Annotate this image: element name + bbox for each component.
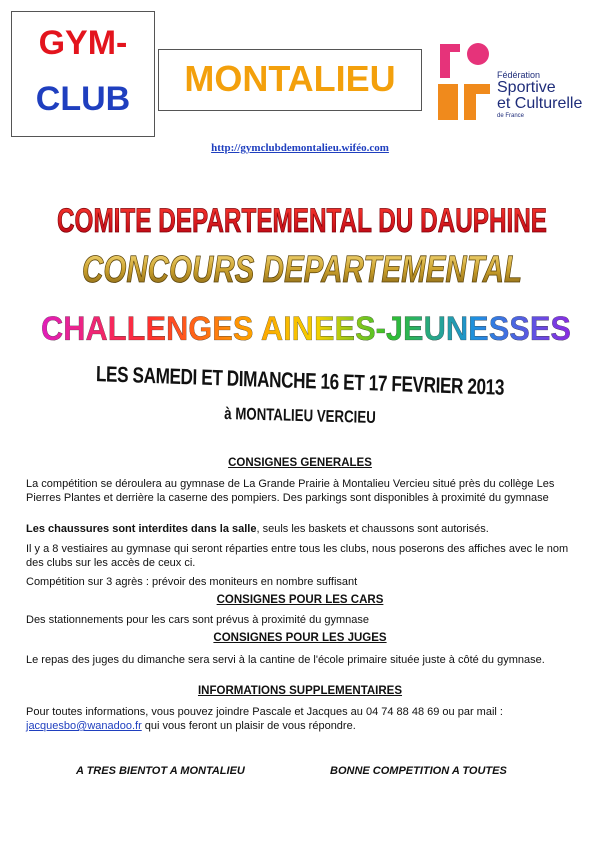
infos-text-after: qui vous feront un plaisir de vous répondre. bbox=[141, 720, 356, 732]
section-title-infos: INFORMATIONS SUPPLEMENTAIRES bbox=[197, 685, 403, 697]
paragraph-apparatus: Compétition sur 3 agrès : prévoir des moniteurs en nombre suffisant bbox=[26, 576, 358, 588]
banner-line3: CHALLENGES AINEES-JEUNESSES bbox=[41, 310, 571, 348]
banner-line2: CONCOURS DEPARTEMENTAL bbox=[82, 249, 522, 291]
section-title-juges: CONSIGNES POUR LES JUGES bbox=[213, 632, 387, 644]
paragraph-venue: La compétition se déroulera au gymnase de La Grande Prairie à Montalieu Vercieu situé près du collège Les Pierres Plantes et derrière la caserne des pompiers. Des parkings sont disponibles à proximité du gymnase bbox=[26, 478, 555, 504]
section-title-generales: CONSIGNES GENERALES bbox=[228, 457, 372, 469]
paragraph-changing-rooms: Il y a 8 vestiaires au gymnase qui seront réparties entre tous les clubs, nous poserons des affiches avec le nom des clubs sur les accès de ceux ci. bbox=[26, 543, 569, 569]
section-title-cars: CONSIGNES POUR LES CARS bbox=[216, 594, 384, 606]
paragraph-shoes bbox=[26, 522, 576, 536]
fscf-text-line2: Sportive bbox=[497, 79, 556, 96]
gym-club-title-line2: CLUB bbox=[35, 80, 131, 118]
shoes-rule-rest: , seuls les baskets et chaussons sont autorisés. bbox=[256, 523, 489, 535]
fscf-text-line4: de France bbox=[497, 113, 525, 119]
fscf-text-line1: Fédération bbox=[497, 70, 541, 80]
club-website-link[interactable]: http://gymclubdemontalieu.wiféo.com bbox=[211, 142, 389, 154]
shoes-rule-bold: Les chaussures sont interdites dans la salle bbox=[26, 523, 257, 535]
event-banner bbox=[0, 190, 600, 360]
banner-line1: COMITE DEPARTEMENTAL DU DAUPHINE bbox=[57, 202, 547, 240]
fscf-logo-icon bbox=[434, 40, 494, 124]
event-dates: LES SAMEDI ET DIMANCHE 16 ET 17 FEVRIER 2013 bbox=[95, 361, 505, 400]
closing-right: BONNE COMPETITION A TOUTES bbox=[330, 765, 507, 777]
montalieu-title: MONTALIEU bbox=[184, 58, 396, 99]
paragraph-juges: Le repas des juges du dimanche sera servi à la cantine de l'école primaire située juste à côté du gymnase. bbox=[26, 654, 545, 666]
gym-club-box bbox=[11, 11, 155, 137]
contact-email-link[interactable]: jacquesbo@wanadoo.fr bbox=[26, 720, 142, 732]
gym-club-title-line1: GYM- bbox=[38, 24, 128, 62]
paragraph-infos bbox=[26, 705, 576, 733]
paragraph-cars: Des stationnements pour les cars sont prévus à proximité du gymnase bbox=[26, 614, 369, 626]
infos-text: Pour toutes informations, vous pouvez joindre Pascale et Jacques au 04 74 88 48 69 ou par mail : bbox=[26, 706, 503, 718]
montalieu-box bbox=[158, 49, 422, 111]
event-location: à MONTALIEU VERCIEU bbox=[224, 403, 376, 428]
closing-left: A TRES BIENTOT A MONTALIEU bbox=[76, 765, 245, 777]
fscf-text-line3: et Culturelle bbox=[497, 95, 583, 112]
